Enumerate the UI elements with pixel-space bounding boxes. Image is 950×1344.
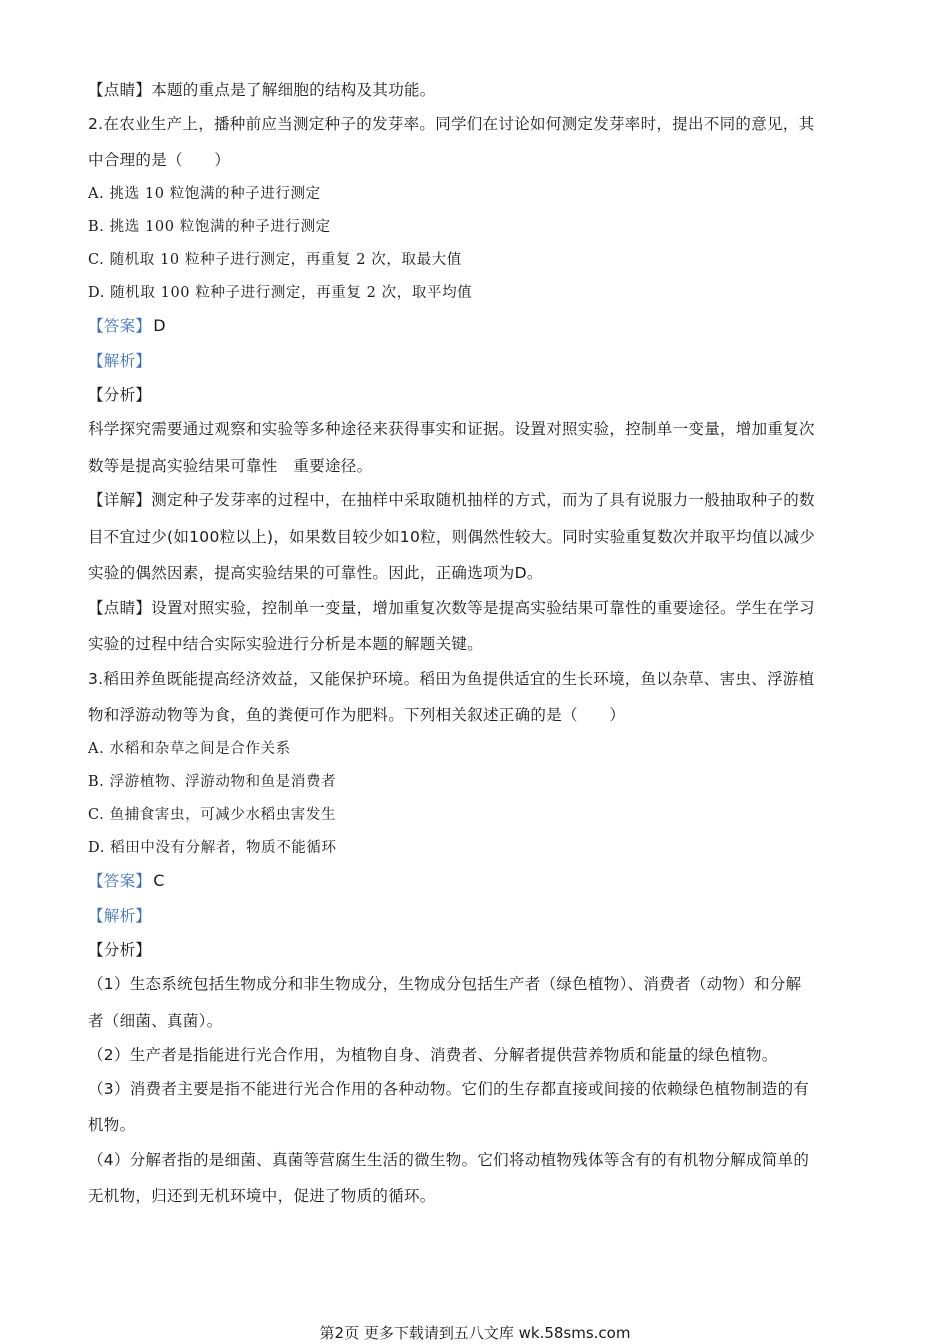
question-stem: 中合理的是（ ） [88,151,231,169]
answer-label: 【答案】 [88,317,152,335]
option-c: C. 鱼捕食害虫，可减少水稻虫害发生 [88,807,337,823]
question-stem: 3.稻田养鱼既能提高经济效益，又能保护环境。稻田为鱼提供适宜的生长环境，鱼以杂草、害虫、浮游植 [88,670,815,688]
text-line: 【详解】测定种子发芽率的过程中，在抽样中采取随机抽样的方式，而为了具有说服力一般抽取种子的数 [88,491,815,509]
analysis-label: 【解析】 [88,352,152,370]
answer-line [88,316,166,336]
answer-value: C [153,871,165,890]
text-line: 【分析】 [88,941,152,959]
option-c: C. 随机取 10 粒种子进行测定，再重复 2 次，取最大值 [88,252,462,268]
option-d: D. 随机取 100 粒种子进行测定，再重复 2 次，取平均值 [88,285,473,301]
text-line: 【点睛】设置对照实验，控制单一变量，增加重复次数等是提高实验结果可靠性的重要途径。学生在学习 [88,599,815,617]
text-line: 科学探究需要通过观察和实验等多种途径来获得事实和证据。设置对照实验，控制单一变量，增加重复次 [88,420,815,438]
option-a: A. 挑选 10 粒饱满的种子进行测定 [88,186,321,202]
option-d: D. 稻田中没有分解者，物质不能循环 [88,840,337,856]
option-b: B. 浮游植物、浮游动物和鱼是消费者 [88,774,337,790]
text-line: （4）分解者指的是细菌、真菌等营腐生生活的微生物。它们将动植物残体等含有的有机物分解成简单的 [88,1151,810,1169]
option-a: A. 水稻和杂草之间是合作关系 [88,741,291,757]
text-line: （2）生产者是指能进行光合作用，为植物自身、消费者、分解者提供营养物质和能量的绿色植物。 [88,1046,778,1064]
answer-value: D [153,316,166,335]
text-line: （1）生态系统包括生物成分和非生物成分，生物成分包括生产者（绿色植物）、消费者（动物）和分解 [88,975,802,993]
analysis-label: 【解析】 [88,907,152,925]
text-line: 【分析】 [88,386,152,404]
question-stem: 2.在农业生产上，播种前应当测定种子的发芽率。同学们在讨论如何测定发芽率时，提出不同的意见，其 [88,115,815,133]
text-line: 数等是提高实验结果可靠性 重要途径。 [88,457,373,475]
option-b: B. 挑选 100 粒饱满的种子进行测定 [88,219,331,235]
text-line: （3）消费者主要是指不能进行光合作用的各种动物。它们的生存都直接或间接的依赖绿色植物制造的有 [88,1080,810,1098]
answer-label: 【答案】 [88,872,152,890]
question-stem: 物和浮游动物等为食，鱼的粪便可作为肥料。下列相关叙述正确的是（ ） [88,706,626,724]
text-line: 无机物，归还到无机环境中，促进了物质的循环。 [88,1187,436,1205]
text-line: 实验的偶然因素，提高实验结果的可靠性。因此，正确选项为D。 [88,564,543,582]
text-line: 机物。 [88,1116,136,1134]
text-line: 【点睛】本题的重点是了解细胞的结构及其功能。 [88,81,436,99]
page-footer: 第2页 更多下载请到五八文库 wk.58sms.com [319,1324,631,1342]
answer-line [88,871,165,891]
text-line: 者（细菌、真菌）。 [88,1012,223,1030]
text-line: 实验的过程中结合实际实验进行分析是本题的解题关键。 [88,635,484,653]
text-line: 目不宜过少(如100粒以上)，如果数目较少如10粒，则偶然性较大。同时实验重复数次并取平均值以减少 [88,528,816,546]
